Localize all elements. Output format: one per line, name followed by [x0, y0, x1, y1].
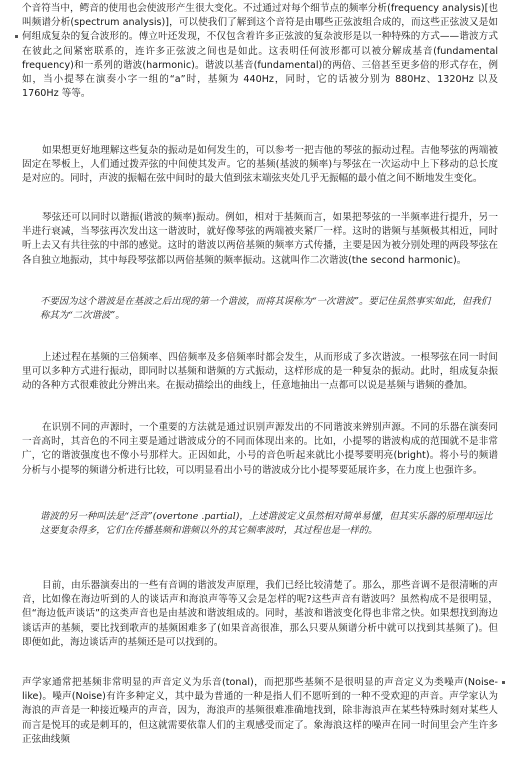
paragraph-noise: 声学家通常把基频非常明显的声音定义为乐音(tonal)，而把那些基频不是很明显的声音定义为类噪声(Noise-like)。噪声(Noise)有许多种定义，其中最为普通的一种是指人们不愿听到的一种不受欢迎的声音。声学家认为海浪的声音是一种接近噪声的声音，因为，海浪声的基频很难准确地找到，除非海浪声在某些特殊时刻对某些人而言是悦耳的或是刺耳的，但这就需要依靠人们的主观感受而定了。象海浪这样的噪声在同一时间里会产生许多正弦曲线频 [22, 677, 498, 745]
paragraph-multiple-harmonics: 上述过程在基频的三倍频率、四倍频率及多倍频率时都会发生，从而形成了多次谐波。一根琴弦在同一时间里可以多种方式进行振动，即同时以基频和谐频的方式振动，这样形成的是一种复杂的振动。此时，组成复杂振动的各种方式很难彼此分辨出来。在振动描绘出的曲线上，任意地抽出一点都可以说是基频与谐频的叠加。 [22, 352, 498, 392]
margin-mark [502, 681, 505, 684]
paragraph-timbre: 在识别不同的声源时，一个重要的方法就是通过识别声源发出的不同谐波来辨别声源。不同的乐器在演奏同一音高时，其音色的不同主要是通过谐波成分的不同而体现出来的。比如，小提琴的谐波构成的范围就不是非常广，它的谐波强度也不像小号那样大。正因如此，小号的音色听起来就比小提琴要明亮(bright)。将小号的频谱分析与小提琴的频谱分析进行比较，可以明显看出小号的谐波成分比小提琴要延展许多，在力度上也强许多。 [22, 422, 498, 476]
paragraph-seaside-talk: 目前，由乐器演奏出的一些有音调的谐波发声原理，我们已经比较清楚了。那么，那些音调不是很清晰的声音，比如像在海边听到的人的谈话声和海浪声等等又会是怎样的呢?这些声音有谐波吗？虽然构成不是很明显，但“海边低声谈话”的这类声音也是由基波和谐波组成的。同时，基波和谐波变化得也非常之快。如果想找到海边谈话声的基频，要比找到歌声的基频困难多了(如果音高很准，那么只要从频谱分析中就可以找到其基频了)。但即便如此，海边谈话声的基频还是可以找到的。 [22, 580, 498, 648]
margin-mark [15, 35, 18, 38]
note-second-harmonic: 不要因为这个谐波是在基波之后出现的第一个谐波，而将其误称为“一次谐波”。要记住虽然事实如此，但我们称其为“二次谐波”。 [40, 296, 491, 322]
paragraph-guitar-string: 如果想更好地理解这些复杂的振动是如何发生的，可以参考一把吉他的琴弦的振动过程。吉他琴弦的两端被固定在琴板上，人们通过拨弄弦的中间使其发声。它的基频(基波的频率)与琴弦在一次运动中上下移动的总长度是对应的。同时，声波的振幅在弦中间时的最大值到弦末端弦夹处几乎无振幅的最小值之间不断地发生变化。 [22, 145, 498, 185]
paragraph-frequency-analysis: 个音符当中，鳄音的使用也会使波形产生很大变化。不过通过对每个细节点的频率分析(frequency analysis)[也叫频谱分析(spectrum analysis)]，可以使我们了解到这个音符是由哪些正弦波组合成的，而这些正弦波又是如何组成复杂的复合波形的。傅立叶还发现，不仅包含着许多正弦波的复杂波形是以一种特殊的方式——谐波方式在彼此之间紧密联系的，连许多正弦波之间也是如此。这表明任何波形都可以被分解成基音(fundamental frequency)和一系列的谐波(harmonic)。谐波以基音(fundamental)的两倍、三倍甚至更多倍的形式存在，例如，当小提琴在演奏小字一组的“a”时，基频为 440Hz，同时，它的话被分别为 880Hz、1320Hz 以及 1760Hz 等等。 [22, 3, 498, 100]
note-overtone: 谐波的另一种叫法是“泛音”(overtone .partial)，上述谐波定义虽然相对简单易懂，但其实乐器的原理却远比这要复杂得多，它们在传播基频和谐频以外的其它频率波时，其过程也是一样的。 [40, 511, 493, 537]
paragraph-second-harmonic: 琴弦还可以同时以谐振(谐波的频率)振动。例如，相对于基频而言，如果把琴弦的一半频率进行提升，另一半进行衰减，当琴弦再次发出这一谐波时，就好像琴弦的两端被夹紧厂一样。这时的谐频与基频极其相近，同时听上去又有共往弦的中部的感觉。这时的谐波以两倍基频的频率方式传播，主要是因为被分别处理的两段琴弦在各自独立地振动，其中每段琴弦都以两倍基频的频率振动。这就叫作二次谐波(the second harmonic)。 [22, 212, 498, 266]
